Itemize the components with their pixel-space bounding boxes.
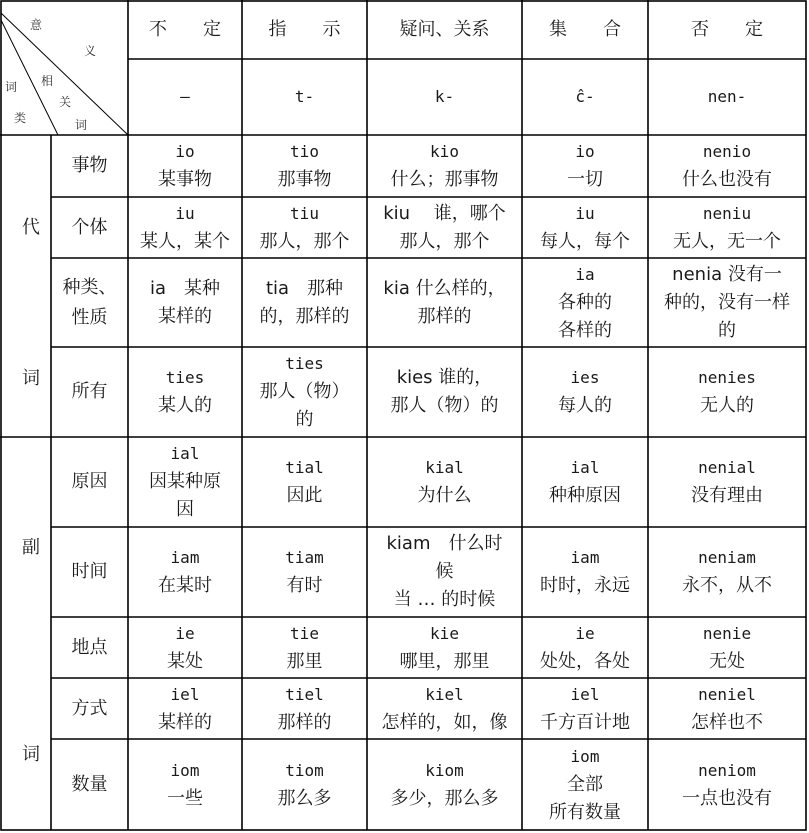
group-pronoun-label-bottom: 词 [22, 368, 40, 389]
table-cell [522, 678, 648, 739]
table-cell [367, 135, 522, 197]
esperanto-word: iu [175, 203, 195, 223]
row-category [51, 135, 128, 197]
table-cell [128, 437, 242, 527]
table-cell [128, 739, 242, 830]
chinese-gloss: 因 [176, 499, 194, 520]
table-cell [522, 347, 648, 437]
esperanto-word: ial [170, 444, 200, 463]
esperanto-word: kia 什么样的， [383, 277, 506, 299]
corner-label-meaning-2: 义 [84, 44, 97, 58]
esperanto-word: kial [425, 458, 464, 477]
chinese-gloss: 那样的 [417, 305, 472, 327]
chinese-gloss: 各种的 [558, 291, 612, 313]
table-cell [242, 135, 367, 197]
esperanto-word: nenie [702, 623, 752, 643]
table-cell [128, 347, 242, 437]
group-adverb-label-bottom: 词 [22, 744, 40, 765]
table-cell [128, 135, 242, 197]
affix-text: ĉ- [575, 87, 595, 106]
table-cell [648, 197, 806, 258]
row-category [51, 739, 128, 830]
affix-text: t- [294, 87, 315, 106]
column-header-interrogative [367, 0, 522, 59]
chinese-gloss: 处处，各处 [540, 650, 630, 672]
table-cell [128, 617, 242, 678]
row-category [51, 437, 128, 527]
esperanto-word: tie [290, 623, 319, 643]
chinese-gloss: 那么多 [277, 787, 332, 809]
chinese-gloss: 没有理由 [691, 485, 763, 506]
chinese-gloss: 那里 [286, 650, 323, 672]
row-category-text: 个体 [71, 216, 108, 238]
table-cell [242, 678, 367, 739]
row-category-text: 性质 [71, 306, 108, 328]
esperanto-word: kiel [425, 684, 464, 704]
esperanto-word: iam [170, 548, 200, 567]
chinese-gloss: 每人，每个 [540, 230, 630, 252]
esperanto-word: kiu 谁，哪个 [383, 202, 506, 224]
chinese-gloss: 那人，那个 [399, 230, 490, 252]
table-cell [367, 527, 522, 617]
esperanto-word: tio [290, 142, 319, 161]
esperanto-word: ie [175, 623, 195, 643]
chinese-gloss: 什么也没有 [682, 169, 772, 190]
esperanto-word: iel [570, 684, 600, 704]
chinese-gloss: 怎样的，如，像 [381, 711, 508, 733]
chinese-gloss: 那人，那个 [259, 230, 350, 252]
table-cell [242, 197, 367, 258]
affix-text: — [180, 87, 190, 106]
chinese-gloss: 那样的 [277, 711, 332, 733]
chinese-gloss: 每人的 [558, 395, 612, 416]
esperanto-word: tiom [285, 760, 324, 780]
row-category [51, 197, 128, 258]
esperanto-word: nenies [698, 368, 756, 387]
chinese-gloss: 无处 [709, 650, 745, 672]
affix-collective [522, 59, 648, 135]
chinese-gloss: 的 [718, 319, 736, 341]
row-category-text: 所有 [71, 381, 108, 402]
chinese-gloss: 千方百计地 [540, 711, 630, 733]
table-cell [242, 527, 367, 617]
corner-label-related-1: 相 [41, 74, 54, 88]
chinese-gloss: 某人，某个 [140, 230, 230, 252]
esperanto-word: nenio [702, 142, 752, 161]
esperanto-word: ie [575, 623, 595, 643]
chinese-gloss: 无人的 [700, 395, 754, 416]
chinese-gloss: 因此 [286, 485, 323, 506]
corner-label-related-2: 关 [59, 95, 72, 109]
table-cell [648, 527, 806, 617]
esperanto-word: ia [575, 264, 595, 284]
row-category-text: 原因 [71, 471, 108, 492]
table-cell [367, 617, 522, 678]
esperanto-word: io [175, 142, 195, 161]
esperanto-word: ia 某种 [149, 277, 221, 299]
affix-demonstrative [242, 59, 367, 135]
chinese-gloss: 所有数量 [549, 801, 621, 823]
chinese-gloss: 时时，永远 [540, 575, 630, 596]
table-cell [522, 739, 648, 830]
row-category-text: 时间 [71, 561, 108, 582]
table-cell [648, 347, 806, 437]
row-category [51, 347, 128, 437]
table-cell [522, 135, 648, 197]
chinese-gloss: 多少，那么多 [390, 787, 499, 809]
corner-label-wordclass-2: 类 [14, 111, 27, 125]
chinese-gloss: 一些 [167, 787, 203, 809]
table-cell [648, 617, 806, 678]
column-title: 疑问、关系 [399, 18, 490, 40]
esperanto-word: neniam [698, 548, 756, 567]
column-header-indefinite [128, 0, 242, 59]
chinese-gloss: 各样的 [558, 319, 612, 341]
chinese-gloss: 哪里，那里 [399, 650, 490, 672]
corner-label-related-3: 词 [75, 118, 88, 132]
chinese-gloss: 为什么 [417, 485, 472, 506]
row-category [51, 258, 128, 347]
esperanto-word: kie [430, 623, 459, 643]
esperanto-word: ties [285, 354, 324, 373]
chinese-gloss: 一切 [567, 169, 603, 190]
chinese-gloss: 的，那样的 [259, 305, 350, 327]
esperanto-word: iom [170, 760, 200, 780]
esperanto-word: ties [165, 368, 205, 387]
table-cell [242, 437, 367, 527]
esperanto-word: kiom [425, 760, 464, 780]
chinese-gloss: 某处 [167, 650, 203, 672]
chinese-gloss: 候 [435, 561, 454, 582]
table-cell [648, 135, 806, 197]
table-cell [128, 258, 242, 347]
column-title: 不 定 [149, 18, 221, 40]
table-cell [128, 527, 242, 617]
esperanto-word: neniel [698, 684, 756, 704]
table-cell [522, 197, 648, 258]
esperanto-word: iel [170, 684, 200, 704]
column-title: 指 示 [268, 18, 341, 40]
chinese-gloss: 某人的 [158, 395, 212, 416]
table-cell [242, 739, 367, 830]
table-cell [522, 437, 648, 527]
group-adverb-label-top: 副 [22, 537, 40, 558]
table-cell [522, 617, 648, 678]
table-cell [522, 527, 648, 617]
affix-text: k- [434, 87, 455, 106]
esperanto-word: nenia 没有一 [672, 263, 782, 285]
esperanto-word: neniu [702, 203, 752, 223]
affix-negative [648, 59, 806, 135]
column-header-demonstrative [242, 0, 367, 59]
affix-text: nen- [707, 87, 747, 106]
row-category-text: 地点 [71, 636, 108, 658]
row-category [51, 678, 128, 739]
esperanto-word: kio [430, 142, 459, 161]
chinese-gloss: 那人（物）的 [390, 395, 499, 416]
corner-label-meaning-1: 意 [30, 18, 43, 32]
corner-label-wordclass-1: 词 [5, 80, 18, 94]
affix-indefinite [128, 59, 242, 135]
chinese-gloss: 某事物 [158, 169, 212, 190]
esperanto-word: iam [570, 548, 600, 567]
esperanto-word: neniom [698, 760, 756, 780]
esperanto-word: iu [575, 203, 595, 223]
table-cell [128, 678, 242, 739]
column-header-negative [648, 0, 806, 59]
column-header-collective [522, 0, 648, 59]
esperanto-word: ial [570, 458, 600, 477]
esperanto-word: kies 谁的， [396, 367, 493, 388]
row-category [51, 527, 128, 617]
table-cell [648, 678, 806, 739]
table-cell [522, 258, 648, 347]
table-cell [367, 347, 522, 437]
chinese-gloss: 有时 [286, 575, 323, 596]
chinese-gloss: 种种原因 [549, 485, 621, 506]
affix-interrogative [367, 59, 522, 135]
column-title: 集 合 [549, 18, 621, 40]
table-cell [648, 258, 806, 347]
esperanto-word: iom [570, 746, 600, 766]
chinese-gloss: 那人（物） [259, 381, 350, 402]
row-category [51, 617, 128, 678]
esperanto-word: tiam [285, 548, 324, 567]
chinese-gloss: 在某时 [158, 575, 212, 596]
chinese-gloss: 的 [295, 409, 314, 430]
column-title: 否 定 [691, 18, 763, 40]
esperanto-word: tiu [290, 203, 319, 223]
esperanto-word: tia 那种 [265, 277, 344, 299]
table-cell [367, 258, 522, 347]
chinese-gloss: 某样的 [158, 305, 212, 327]
chinese-gloss: 因某种原 [149, 471, 221, 492]
esperanto-word: kiam 什么时 [386, 533, 503, 554]
table-cell [367, 437, 522, 527]
group-pronoun-label-top: 代 [22, 217, 40, 238]
esperanto-word: tial [285, 458, 324, 477]
row-category-text: 种类、 [62, 276, 117, 298]
chinese-gloss: 那事物 [277, 169, 332, 190]
row-category-text: 数量 [71, 773, 108, 795]
esperanto-word: nenial [698, 458, 756, 477]
row-category-text: 事物 [71, 155, 108, 176]
chinese-gloss: 某样的 [158, 711, 212, 733]
row-category-text: 方式 [71, 697, 108, 719]
table-cell [648, 437, 806, 527]
chinese-gloss: 当 … 的时候 [393, 589, 496, 610]
table-cell [128, 197, 242, 258]
table-cell [648, 739, 806, 830]
table-cell [367, 197, 522, 258]
chinese-gloss: 一点也没有 [682, 787, 772, 809]
chinese-gloss: 全部 [567, 773, 603, 795]
esperanto-word: tiel [285, 684, 324, 704]
table-cell [367, 739, 522, 830]
chinese-gloss: 怎样也不 [691, 711, 763, 733]
chinese-gloss: 什么；那事物 [390, 169, 499, 190]
esperanto-word: io [575, 142, 595, 161]
esperanto-word: ies [570, 368, 600, 387]
table-cell [242, 258, 367, 347]
table-cell [367, 678, 522, 739]
table-cell [242, 617, 367, 678]
chinese-gloss: 种的，没有一样 [664, 291, 790, 313]
table-cell [242, 347, 367, 437]
chinese-gloss: 无人，无一个 [673, 230, 781, 252]
chinese-gloss: 永不，从不 [682, 575, 772, 596]
